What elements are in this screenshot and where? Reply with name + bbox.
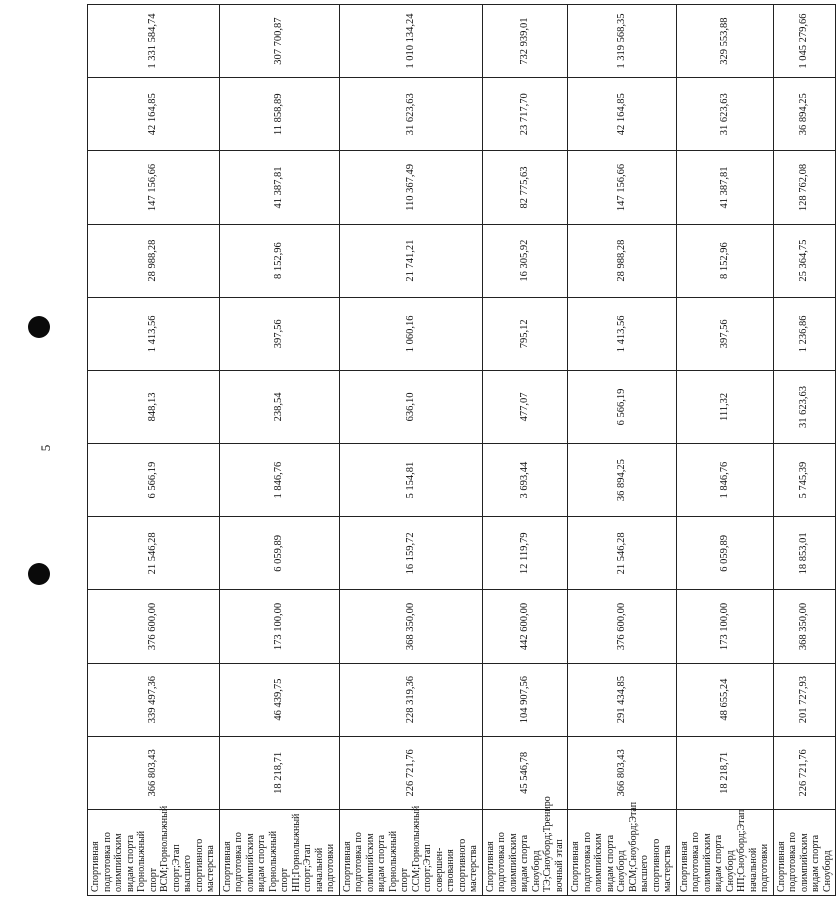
value-cell: 147 156,66 (88, 151, 220, 224)
value-cell: 23 717,70 (482, 78, 568, 151)
cost-table (87, 4, 836, 896)
value-cell: 21 741,21 (339, 224, 482, 297)
value-cell: 36 894,25 (568, 444, 677, 517)
value-cell: 3 693,44 (482, 444, 568, 517)
value-cell: 128 762,08 (773, 151, 836, 224)
value-cell: 41 387,81 (219, 151, 339, 224)
value-cell: 18 853,01 (773, 517, 836, 590)
value-cell: 25 364,75 (773, 224, 836, 297)
total-cell: 329 553,88 (676, 5, 773, 78)
value-cell: 1 413,56 (568, 297, 677, 370)
value-cell: 376 600,00 (88, 590, 220, 663)
value-cell: 5 154,81 (339, 444, 482, 517)
value-cell: 291 434,85 (568, 663, 677, 736)
table-row (676, 5, 773, 896)
service-name-cell: Спортивная подготовка по олимпийским видам спорта Горнолыжный спорт ССМ;Горнолыжный спорт;Этап совершен-ствования спортивного мастерства (339, 809, 482, 895)
service-name-cell: Спортивная подготовка по олимпийским видам спорта Сноуборд (773, 809, 836, 895)
value-cell: 42 164,85 (88, 78, 220, 151)
value-cell: 8 152,96 (676, 224, 773, 297)
value-cell: 5 745,39 (773, 444, 836, 517)
value-cell: 848,13 (88, 370, 220, 443)
value-cell: 397,56 (219, 297, 339, 370)
value-cell: 82 775,63 (482, 151, 568, 224)
value-cell: 795,12 (482, 297, 568, 370)
value-cell: 1 846,76 (219, 444, 339, 517)
value-cell: 1 846,76 (676, 444, 773, 517)
service-name-cell: Спортивная подготовка по олимпийским видам спорта Горнолыжный спорт ВСМ;Горнолыжный спорт;Этап высшего спортивного мастерства (88, 809, 220, 895)
value-cell: 45 546,78 (482, 736, 568, 809)
value-cell: 368 350,00 (773, 590, 836, 663)
value-cell: 28 988,28 (568, 224, 677, 297)
value-cell: 36 894,25 (773, 78, 836, 151)
value-cell: 16 159,72 (339, 517, 482, 590)
value-cell: 48 655,24 (676, 663, 773, 736)
value-cell: 376 600,00 (568, 590, 677, 663)
table-body (88, 5, 836, 896)
binder-hole-top (28, 316, 50, 338)
value-cell: 31 623,63 (676, 78, 773, 151)
page-number: 5 (38, 444, 53, 452)
value-cell: 46 439,75 (219, 663, 339, 736)
total-cell: 307 700,87 (219, 5, 339, 78)
value-cell: 6 566,19 (88, 444, 220, 517)
value-cell: 31 623,63 (339, 78, 482, 151)
table-row (568, 5, 677, 896)
value-cell: 6 059,89 (676, 517, 773, 590)
cost-table-rotated (87, 4, 833, 896)
value-cell: 1 060,16 (339, 297, 482, 370)
value-cell: 226 721,76 (773, 736, 836, 809)
value-cell: 442 600,00 (482, 590, 568, 663)
value-cell: 173 100,00 (219, 590, 339, 663)
value-cell: 238,54 (219, 370, 339, 443)
value-cell: 368 350,00 (339, 590, 482, 663)
value-cell: 1 413,56 (88, 297, 220, 370)
total-cell: 1 319 568,35 (568, 5, 677, 78)
value-cell: 201 727,93 (773, 663, 836, 736)
value-cell: 226 721,76 (339, 736, 482, 809)
value-cell: 636,10 (339, 370, 482, 443)
value-cell: 21 546,28 (568, 517, 677, 590)
service-name-cell: Спортивная подготовка по олимпийским видам спорта Сноуборд ВСМ;Сноуборд;Этап высшего спортивного мастерства (568, 809, 677, 895)
value-cell: 339 497,36 (88, 663, 220, 736)
binder-hole-bottom (28, 563, 50, 585)
value-cell: 173 100,00 (676, 590, 773, 663)
total-cell: 1 045 279,66 (773, 5, 836, 78)
value-cell: 397,56 (676, 297, 773, 370)
table-row (88, 5, 220, 896)
value-cell: 18 218,71 (676, 736, 773, 809)
value-cell: 28 988,28 (88, 224, 220, 297)
value-cell: 18 218,71 (219, 736, 339, 809)
total-cell: 1 010 134,24 (339, 5, 482, 78)
value-cell: 8 152,96 (219, 224, 339, 297)
service-name-cell: Спортивная подготовка по олимпийским видам спорта Горнолыжный спорт НП;Горнолыжный спорт;Этап начальной подготовки (219, 809, 339, 895)
value-cell: 477,07 (482, 370, 568, 443)
value-cell: 6 566,19 (568, 370, 677, 443)
value-cell: 6 059,89 (219, 517, 339, 590)
table-row (773, 5, 836, 896)
value-cell: 31 623,63 (773, 370, 836, 443)
value-cell: 104 907,56 (482, 663, 568, 736)
service-name-cell: Спортивная подготовка по олимпийским видам спорта Сноуборд ТЭ;Сноуборд;Трениро вочный этап (482, 809, 568, 895)
value-cell: 41 387,81 (676, 151, 773, 224)
value-cell: 110 367,49 (339, 151, 482, 224)
value-cell: 147 156,66 (568, 151, 677, 224)
table-row (482, 5, 568, 896)
table-row (219, 5, 339, 896)
value-cell: 12 119,79 (482, 517, 568, 590)
value-cell: 21 546,28 (88, 517, 220, 590)
table-row (339, 5, 482, 896)
value-cell: 111,32 (676, 370, 773, 443)
service-name-cell: Спортивная подготовка по олимпийским видам спорта Сноуборд НП;Сноуборд;Этап начальной подготовки (676, 809, 773, 895)
value-cell: 366 803,43 (88, 736, 220, 809)
value-cell: 42 164,85 (568, 78, 677, 151)
value-cell: 1 236,86 (773, 297, 836, 370)
value-cell: 11 858,89 (219, 78, 339, 151)
value-cell: 228 319,36 (339, 663, 482, 736)
value-cell: 366 803,43 (568, 736, 677, 809)
total-cell: 732 939,01 (482, 5, 568, 78)
value-cell: 16 305,92 (482, 224, 568, 297)
total-cell: 1 331 584,74 (88, 5, 220, 78)
